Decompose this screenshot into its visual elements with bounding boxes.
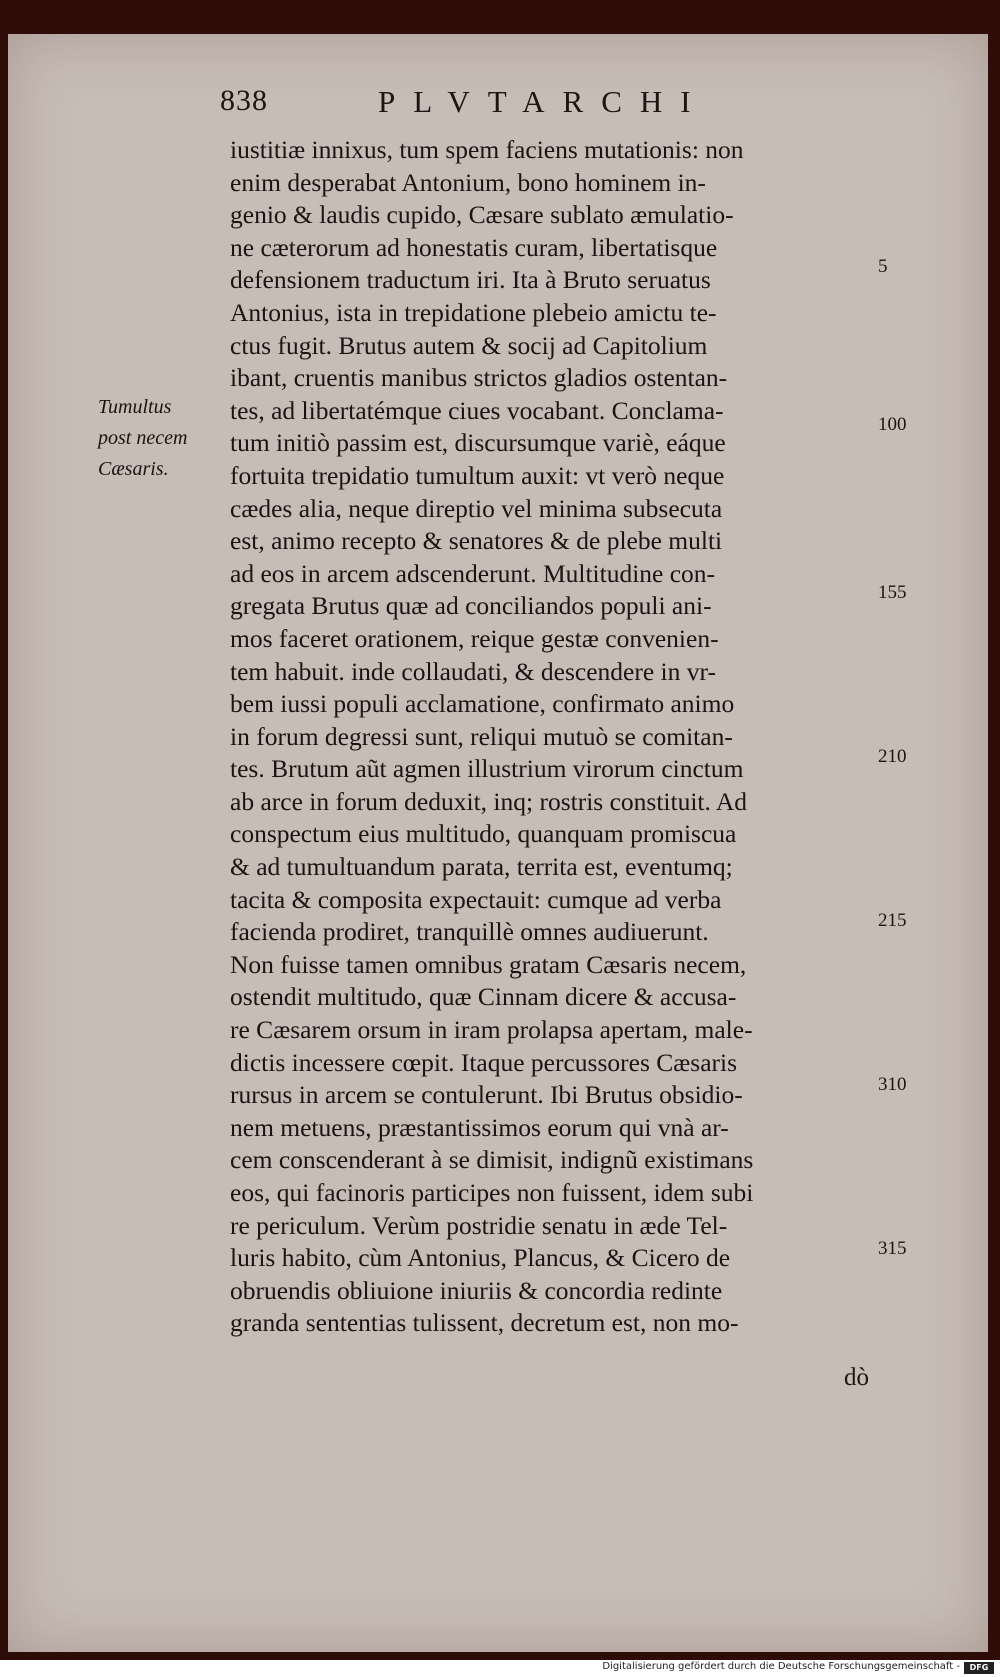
text-line: tum initiò passim est, discursumque variè, eáque (230, 428, 726, 458)
text-line: obruendis obliuione iniuriis & concordia redinte (230, 1275, 723, 1305)
footer-bar (0, 1660, 1000, 1677)
line-number: 315 (878, 1238, 907, 1259)
page-number: 838 (220, 84, 268, 117)
text-line: dictis incessere cœpit. Itaque percussores Cæsaris (230, 1047, 738, 1077)
line-number: 5 (878, 256, 888, 277)
line-number: 310 (878, 1074, 907, 1095)
text-line: iustitiæ innixus, tum spem faciens mutationis: non (230, 135, 744, 164)
text-line: nem metuens, præstantissimos eorum qui vnà ar- (230, 1112, 729, 1142)
text-line: tes. Brutum aũt agmen illustrium virorum cinctum (230, 754, 744, 784)
text-line: mos faceret orationem, reique gestæ convenien- (230, 623, 719, 653)
page-header (8, 84, 988, 134)
text-line: bem iussi populi acclamatione, confirmato animo (230, 689, 735, 719)
marginal-note-line: Tumultus (98, 396, 172, 418)
text-line: re Cæsarem orsum in iram prolapsa apertam, male- (230, 1015, 753, 1045)
text-line: & ad tumultuandum parata, territa est, eventumq; (230, 852, 733, 882)
text-line: gregata Brutus quæ ad conciliandos populi ani- (230, 591, 712, 621)
line-number: 155 (878, 582, 907, 603)
body-text (230, 134, 870, 1340)
text-line: Non fuisse tamen omnibus gratam Cæsaris necem, (230, 949, 747, 979)
text-line: facienda prodiret, tranquillè omnes audiuerunt. (230, 917, 709, 947)
marginal-note (98, 392, 228, 485)
text-line: in forum degressi sunt, reliqui mutuò se comitan- (230, 721, 733, 751)
dfg-logo: DFG (964, 1662, 994, 1674)
funding-credit: Digitalisierung gefördert durch die Deutsche Forschungsgemeinschaft - (602, 1661, 960, 1672)
line-number: 100 (878, 414, 907, 435)
marginal-note-line: Cæsaris. (98, 458, 169, 480)
text-line: enim desperabat Antonium, bono hominem in- (230, 167, 706, 197)
text-line: eos, qui facinoris participes non fuissent, idem subi (230, 1178, 754, 1207)
line-number: 210 (878, 746, 907, 767)
text-line: tem habuit. inde collaudati, & descendere in vr- (230, 656, 716, 686)
text-line: cem conscenderant à se dimisit, indignũ existimans (230, 1145, 754, 1175)
running-title: PLVTARCHI (378, 84, 709, 119)
text-line: granda sententias tulissent, decretum est, non mo- (230, 1308, 739, 1338)
text-line: Antonius, ista in trepidatione plebeio amictu te- (230, 297, 717, 327)
text-line: tes, ad libertatémque ciues vocabant. Conclama- (230, 395, 724, 425)
marginal-note-line: post necem (98, 427, 188, 449)
text-line: rursus in arcem se contulerunt. Ibi Brutus obsidio- (230, 1080, 743, 1110)
text-line: ab arce in forum deduxit, inq; rostris constituit. Ad (230, 786, 747, 816)
catchword: dò (844, 1364, 869, 1391)
text-line: re periculum. Verùm postridie senatu in æde Tel- (230, 1210, 728, 1240)
book-page (8, 34, 988, 1652)
text-line: defensionem traductum iri. Ita à Bruto seruatus (230, 265, 711, 295)
text-line: ibant, cruentis manibus strictos gladios ostentan- (230, 363, 728, 393)
text-line: conspectum eius multitudo, quanquam promiscua (230, 819, 737, 849)
text-line: ostendit multitudo, quæ Cinnam dicere & accusa- (230, 982, 737, 1012)
text-line: fortuita trepidatio tumultum auxit: vt verò neque (230, 460, 725, 490)
text-line: genio & laudis cupido, Cæsare sublato æmulatio- (230, 200, 734, 230)
text-line: ctus fugit. Brutus autem & socij ad Capitolium (230, 330, 708, 360)
line-number: 215 (878, 910, 907, 931)
text-line: est, animo recepto & senatores & de plebe multi (230, 526, 723, 556)
text-line: ne cæterorum ad honestatis curam, libertatisque (230, 232, 718, 262)
text-line: ad eos in arcem adscenderunt. Multitudine con- (230, 558, 716, 588)
text-line: tacita & composita expectauit: cumque ad verba (230, 884, 722, 914)
text-line: cædes alia, neque direptio vel minima subsecuta (230, 493, 723, 523)
text-line: luris habito, cùm Antonius, Plancus, & Cicero de (230, 1243, 731, 1273)
